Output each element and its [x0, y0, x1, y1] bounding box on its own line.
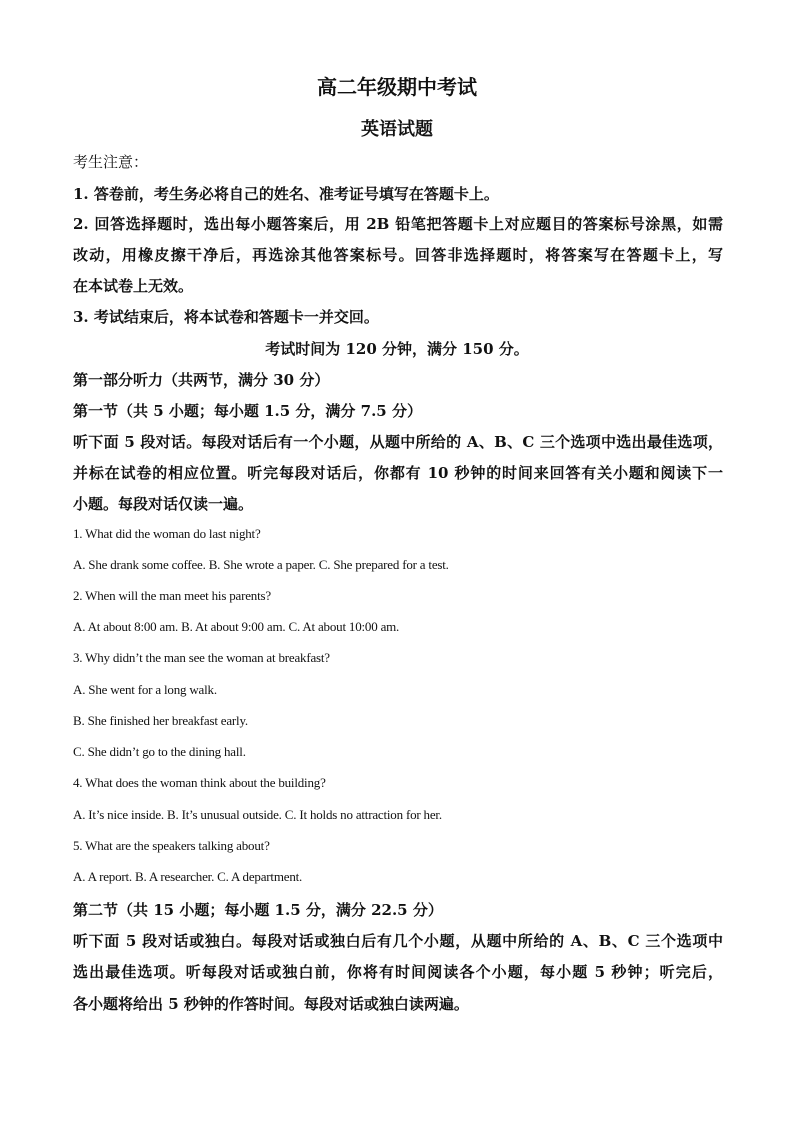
notice-item-2-line-2: 改动，用橡皮擦干净后，再选涂其他答案标号。回答非选择题时，将答案写在答题卡上，写 [73, 246, 723, 264]
notice-heading: 考生注意： [73, 153, 149, 171]
notice-item-2-line-3: 在本试卷上无效。 [73, 277, 194, 295]
section1-instruction-line-1: 听下面 5 段对话。每段对话后有一个小题，从题中所给的 A、B、C 三个选项中选出最佳选项， [73, 433, 723, 451]
notice-item-3: 3. 考试结束后，将本试卷和答题卡一并交回。 [73, 308, 379, 326]
section2-instruction-line-2: 选出最佳选项。听每段对话或独白前，你将有时间阅读各个小题，每小题 5 秒钟；听完后， [73, 963, 723, 981]
question-4-options: A. It’s nice inside. B. It’s unusual outside. C. It holds no attraction for her. [73, 807, 442, 822]
section1-instruction-line-3: 小题。每段对话仅读一遍。 [73, 495, 254, 513]
section2-instruction-line-1: 听下面 5 段对话或独白。每段对话或独白后有几个小题，从题中所给的 A、B、C 三个选项中 [73, 932, 723, 950]
notice-item-2-line-1: 2. 回答选择题时，选出每小题答案后，用 2B 铅笔把答题卡上对应题目的答案标号涂黑，如需 [73, 215, 723, 233]
question-1-options: A. She drank some coffee. B. She wrote a paper. C. She prepared for a test. [73, 557, 449, 572]
question-5-options: A. A report. B. A researcher. C. A department. [73, 869, 303, 884]
question-2: 2. When will the man meet his parents? [73, 588, 271, 603]
notice-item-1: 1. 答卷前，考生务必将自己的姓名、准考证号填写在答题卡上。 [73, 185, 499, 203]
question-1: 1. What did the woman do last night? [73, 526, 261, 541]
question-3-option-b: B. She finished her breakfast early. [73, 713, 248, 728]
question-4: 4. What does the woman think about the building? [73, 775, 326, 790]
exam-subtitle: 英语试题 [361, 119, 433, 140]
section2-heading: 第二节（共 15 小题；每小题 1.5 分，满分 22.5 分） [73, 901, 443, 919]
exam-title: 高二年级期中考试 [317, 75, 477, 99]
question-3-option-a: A. She went for a long walk. [73, 682, 217, 697]
question-3: 3. Why didn’t the man see the woman at breakfast? [73, 650, 330, 665]
question-2-options: A. At about 8:00 am. B. At about 9:00 am. C. At about 10:00 am. [73, 619, 400, 634]
question-3-option-c: C. She didn’t go to the dining hall. [73, 744, 246, 759]
exam-time-info: 考试时间为 120 分钟，满分 150 分。 [265, 340, 529, 358]
section1-heading: 第一节（共 5 小题；每小题 1.5 分，满分 7.5 分） [73, 402, 422, 420]
question-5: 5. What are the speakers talking about? [73, 838, 270, 853]
section2-instruction-line-3: 各小题将给出 5 秒钟的作答时间。每段对话或独白读两遍。 [73, 995, 469, 1013]
section1-instruction-line-2: 并标在试卷的相应位置。听完每段对话后，你都有 10 秒钟的时间来回答有关小题和阅读下一 [73, 464, 723, 482]
part1-heading: 第一部分听力（共两节，满分 30 分） [73, 371, 330, 389]
